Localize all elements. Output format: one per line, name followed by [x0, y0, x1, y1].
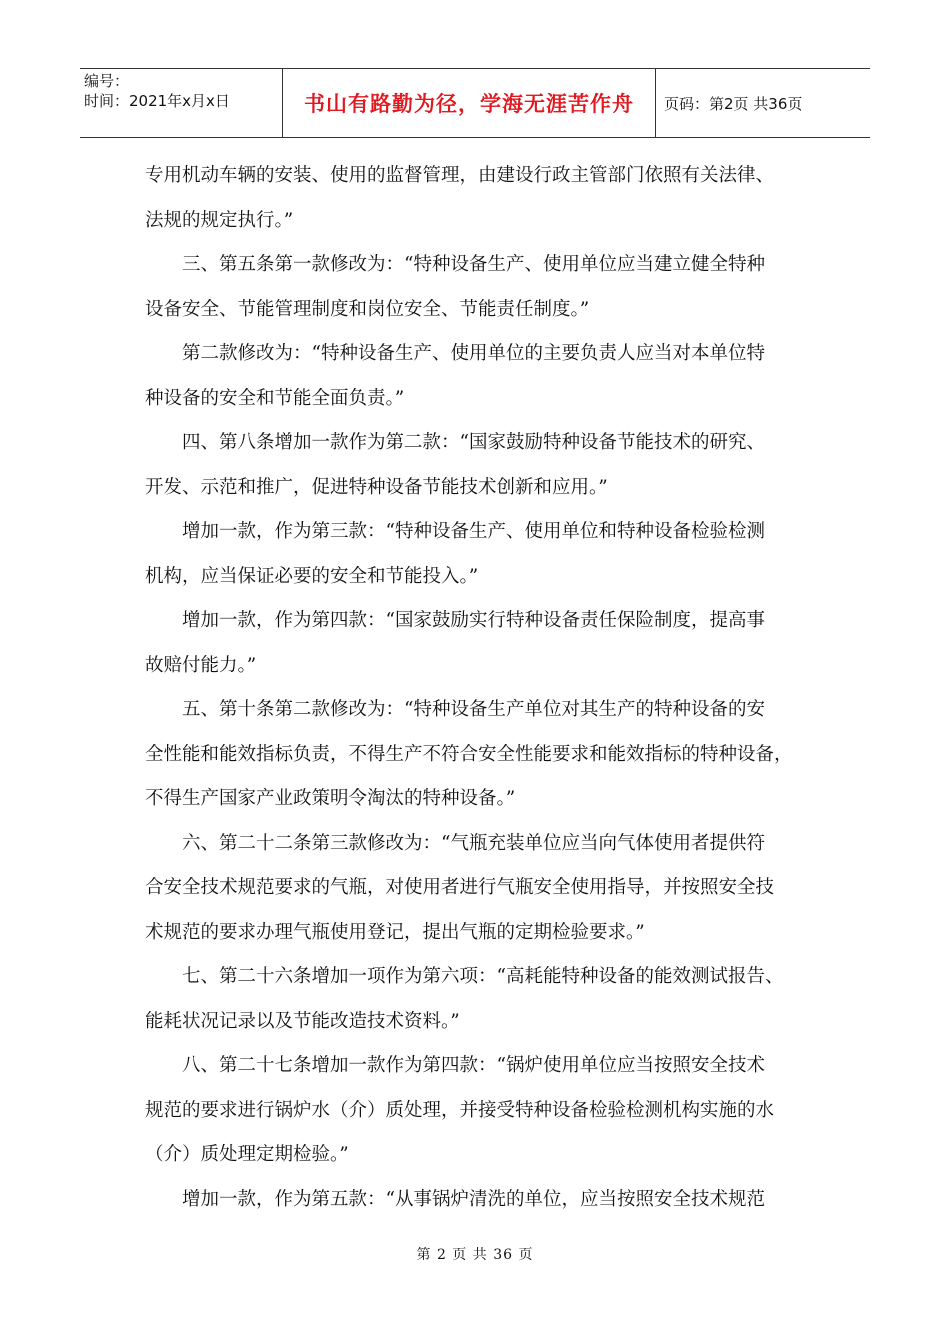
header-meta-cell [80, 69, 283, 137]
paragraph-line: 机构，应当保证必要的安全和节能投入。” [145, 565, 479, 587]
paragraph [145, 955, 805, 1044]
paragraph-line: （介）质处理定期检验。” [145, 1144, 349, 1165]
paragraph-line: 全性能和能效指标负责，不得生产不符合安全性能要求和能效指标的特种设备， [145, 743, 793, 765]
paragraph-line: 故赔付能力。” [145, 654, 257, 676]
paragraph [145, 421, 805, 510]
paragraph-line: 三、第五条第一款修改为：“特种设备生产、使用单位应当建立健全特种 [182, 254, 765, 275]
paragraph-line: 规范的要求进行锅炉水（介）质处理，并接受特种设备检验检测机构实施的水 [145, 1099, 775, 1121]
document-date-label: 时间：2021年x月x日 [84, 92, 230, 110]
paragraph-line: 增加一款，作为第五款：“从事锅炉清洗的单位，应当按照安全技术规范 [182, 1188, 765, 1210]
paragraph [145, 688, 805, 822]
paragraph-line: 能耗状况记录以及节能改造技术资料。” [145, 1010, 460, 1032]
header-page-info: 页码：第2页 共36页 [664, 94, 803, 113]
paragraph [145, 510, 805, 599]
paragraph-line: 专用机动车辆的安装、使用的监督管理，由建设行政主管部门依照有关法律、 [145, 165, 775, 186]
header-motto-cell [283, 69, 656, 137]
header-page-cell [656, 69, 870, 137]
paragraph-line: 法规的规定执行。” [145, 209, 294, 231]
paragraph [145, 243, 805, 332]
paragraph [145, 1178, 805, 1223]
paragraph-line: 六、第二十二条第三款修改为：“气瓶充装单位应当向气体使用者提供符 [182, 832, 765, 854]
paragraph-line: 开发、示范和推广，促进特种设备节能技术创新和应用。” [145, 476, 608, 498]
paragraph-line: 增加一款，作为第四款：“国家鼓励实行特种设备责任保险制度，提高事 [182, 610, 765, 631]
header-motto: 书山有路勤为径，学海无涯苦作舟 [304, 92, 634, 116]
paragraph [145, 1044, 805, 1178]
paragraph [145, 822, 805, 956]
paragraph-line: 种设备的安全和节能全面负责。” [145, 387, 405, 409]
paragraph-line: 增加一款，作为第三款：“特种设备生产、使用单位和特种设备检验检测 [182, 521, 765, 542]
page-header [80, 68, 870, 138]
paragraph-line: 五、第十条第二款修改为：“特种设备生产单位对其生产的特种设备的安 [182, 699, 765, 720]
page-footer: 第 2 页 共 36 页 [416, 1247, 534, 1263]
document-number-label: 编号： [84, 72, 130, 90]
document-body [145, 154, 805, 1222]
paragraph-line: 不得生产国家产业政策明令淘汰的特种设备。” [145, 788, 516, 809]
paragraph [145, 332, 805, 421]
paragraph-line: 设备安全、节能管理制度和岗位安全、节能责任制度。” [145, 298, 590, 320]
paragraph [145, 599, 805, 688]
paragraph-line: 八、第二十七条增加一款作为第四款：“锅炉使用单位应当按照安全技术 [182, 1055, 765, 1076]
paragraph-line: 第二款修改为：“特种设备生产、使用单位的主要负责人应当对本单位特 [182, 343, 765, 364]
paragraph [145, 154, 805, 243]
paragraph-line: 七、第二十六条增加一项作为第六项：“高耗能特种设备的能效测试报告、 [182, 966, 784, 987]
paragraph-line: 四、第八条增加一款作为第二款：“国家鼓励特种设备节能技术的研究、 [182, 432, 765, 453]
paragraph-line: 合安全技术规范要求的气瓶，对使用者进行气瓶安全使用指导，并按照安全技 [145, 877, 775, 898]
paragraph-line: 术规范的要求办理气瓶使用登记，提出气瓶的定期检验要求。” [145, 921, 645, 943]
